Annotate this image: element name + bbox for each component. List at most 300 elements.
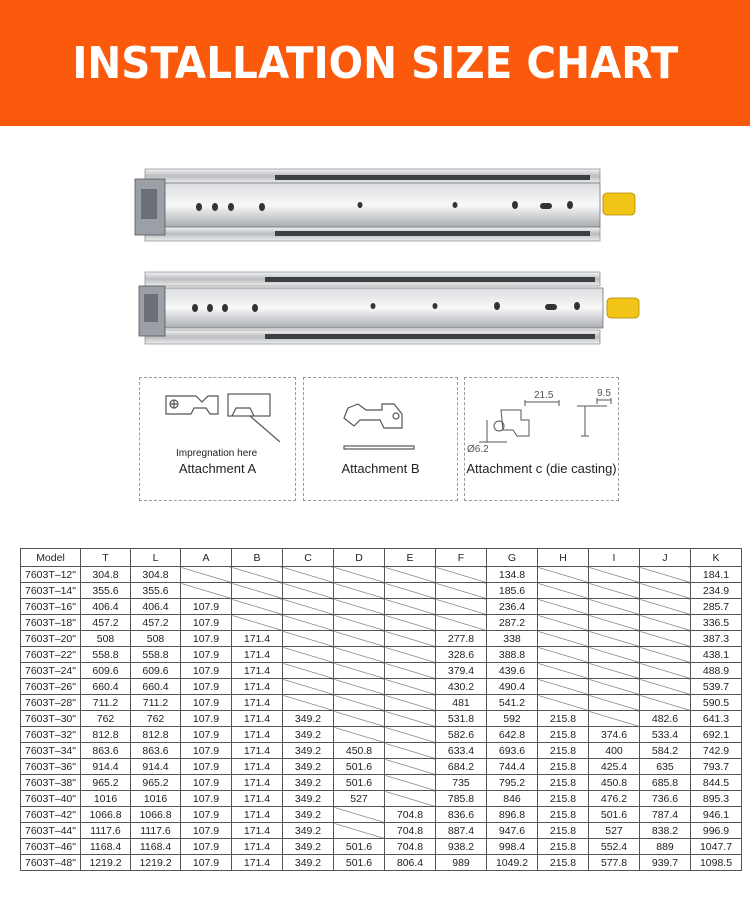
- value-cell: 889: [640, 839, 691, 855]
- attachment-a-label: Attachment A: [178, 461, 257, 476]
- value-cell: 762: [131, 711, 181, 727]
- value-cell: 107.9: [181, 599, 232, 615]
- impregnation-note: Impregnation here: [176, 448, 258, 459]
- empty-cell: [385, 567, 436, 583]
- empty-cell: [538, 599, 589, 615]
- empty-cell: [334, 567, 385, 583]
- value-cell: 609.6: [131, 663, 181, 679]
- empty-cell: [385, 679, 436, 695]
- value-cell: 387.3: [691, 631, 742, 647]
- value-cell: 704.8: [385, 839, 436, 855]
- model-cell: 7603T–30": [21, 711, 81, 727]
- value-cell: 895.3: [691, 791, 742, 807]
- value-cell: 642.8: [487, 727, 538, 743]
- value-cell: 349.2: [283, 807, 334, 823]
- model-cell: 7603T–18": [21, 615, 81, 631]
- value-cell: 552.4: [589, 839, 640, 855]
- value-cell: 1117.6: [81, 823, 131, 839]
- value-cell: 704.8: [385, 823, 436, 839]
- value-cell: 171.4: [232, 711, 283, 727]
- dim-9-5: 9.5: [597, 388, 611, 399]
- value-cell: 184.1: [691, 567, 742, 583]
- empty-cell: [181, 567, 232, 583]
- value-cell: 787.4: [640, 807, 691, 823]
- value-cell: 457.2: [81, 615, 131, 631]
- value-cell: 501.6: [334, 759, 385, 775]
- empty-cell: [640, 647, 691, 663]
- empty-cell: [232, 567, 283, 583]
- value-cell: 863.6: [81, 743, 131, 759]
- value-cell: 328.6: [436, 647, 487, 663]
- empty-cell: [283, 695, 334, 711]
- value-cell: 171.4: [232, 855, 283, 871]
- value-cell: 107.9: [181, 823, 232, 839]
- empty-cell: [334, 679, 385, 695]
- value-cell: 795.2: [487, 775, 538, 791]
- value-cell: 107.9: [181, 663, 232, 679]
- value-cell: 711.2: [131, 695, 181, 711]
- model-cell: 7603T–34": [21, 743, 81, 759]
- value-cell: 863.6: [131, 743, 181, 759]
- table-row: [21, 711, 742, 727]
- table-row: [21, 743, 742, 759]
- value-cell: 107.9: [181, 791, 232, 807]
- value-cell: 388.8: [487, 647, 538, 663]
- value-cell: 785.8: [436, 791, 487, 807]
- attachment-b-label: Attachment B: [341, 461, 420, 476]
- value-cell: 406.4: [131, 599, 181, 615]
- value-cell: 1219.2: [131, 855, 181, 871]
- empty-cell: [334, 823, 385, 839]
- value-cell: 577.8: [589, 855, 640, 871]
- table-row: [21, 583, 742, 599]
- value-cell: 215.8: [538, 743, 589, 759]
- value-cell: 349.2: [283, 711, 334, 727]
- empty-cell: [589, 631, 640, 647]
- value-cell: 355.6: [131, 583, 181, 599]
- empty-cell: [589, 679, 640, 695]
- value-cell: 1066.8: [131, 807, 181, 823]
- empty-cell: [385, 775, 436, 791]
- column-header-a: A: [181, 549, 232, 567]
- empty-cell: [640, 567, 691, 583]
- attachment-c-label: Attachment c (die casting): [466, 461, 617, 476]
- empty-cell: [334, 615, 385, 631]
- value-cell: 215.8: [538, 855, 589, 871]
- empty-cell: [538, 631, 589, 647]
- value-cell: 590.5: [691, 695, 742, 711]
- value-cell: 844.5: [691, 775, 742, 791]
- model-cell: 7603T–38": [21, 775, 81, 791]
- value-cell: 1168.4: [131, 839, 181, 855]
- column-header-g: G: [487, 549, 538, 567]
- table-row: [21, 567, 742, 583]
- attachment-c-box: [464, 377, 619, 501]
- empty-cell: [436, 583, 487, 599]
- value-cell: 914.4: [81, 759, 131, 775]
- value-cell: 635: [640, 759, 691, 775]
- model-cell: 7603T–16": [21, 599, 81, 615]
- empty-cell: [283, 679, 334, 695]
- empty-cell: [538, 647, 589, 663]
- value-cell: 304.8: [81, 567, 131, 583]
- value-cell: 501.6: [334, 775, 385, 791]
- value-cell: 812.8: [81, 727, 131, 743]
- value-cell: 107.9: [181, 759, 232, 775]
- model-cell: 7603T–42": [21, 807, 81, 823]
- column-header-d: D: [334, 549, 385, 567]
- value-cell: 1117.6: [131, 823, 181, 839]
- size-chart-table: [20, 548, 742, 871]
- empty-cell: [283, 599, 334, 615]
- value-cell: 1168.4: [81, 839, 131, 855]
- empty-cell: [589, 663, 640, 679]
- empty-cell: [334, 807, 385, 823]
- value-cell: 379.4: [436, 663, 487, 679]
- empty-cell: [283, 663, 334, 679]
- column-header-e: E: [385, 549, 436, 567]
- table-row: [21, 615, 742, 631]
- empty-cell: [385, 599, 436, 615]
- empty-cell: [181, 583, 232, 599]
- model-cell: 7603T–12": [21, 567, 81, 583]
- value-cell: 349.2: [283, 839, 334, 855]
- value-cell: 285.7: [691, 599, 742, 615]
- value-cell: 450.8: [589, 775, 640, 791]
- value-cell: 989: [436, 855, 487, 871]
- value-cell: 539.7: [691, 679, 742, 695]
- empty-cell: [640, 631, 691, 647]
- value-cell: 633.4: [436, 743, 487, 759]
- empty-cell: [538, 695, 589, 711]
- empty-cell: [640, 615, 691, 631]
- table-row: [21, 823, 742, 839]
- table-row: [21, 759, 742, 775]
- value-cell: 996.9: [691, 823, 742, 839]
- value-cell: 481: [436, 695, 487, 711]
- table-row: [21, 647, 742, 663]
- empty-cell: [640, 679, 691, 695]
- empty-cell: [589, 567, 640, 583]
- value-cell: 215.8: [538, 711, 589, 727]
- value-cell: 349.2: [283, 759, 334, 775]
- table-row: [21, 791, 742, 807]
- value-cell: 947.6: [487, 823, 538, 839]
- empty-cell: [334, 631, 385, 647]
- value-cell: 582.6: [436, 727, 487, 743]
- value-cell: 914.4: [131, 759, 181, 775]
- empty-cell: [538, 583, 589, 599]
- value-cell: 609.6: [81, 663, 131, 679]
- table-row: [21, 663, 742, 679]
- value-cell: 793.7: [691, 759, 742, 775]
- value-cell: 355.6: [81, 583, 131, 599]
- value-cell: 171.4: [232, 807, 283, 823]
- value-cell: 107.9: [181, 839, 232, 855]
- value-cell: 107.9: [181, 615, 232, 631]
- value-cell: 965.2: [81, 775, 131, 791]
- value-cell: 439.6: [487, 663, 538, 679]
- value-cell: 349.2: [283, 823, 334, 839]
- value-cell: 527: [334, 791, 385, 807]
- table-row: [21, 839, 742, 855]
- value-cell: 533.4: [640, 727, 691, 743]
- value-cell: 965.2: [131, 775, 181, 791]
- value-cell: 736.6: [640, 791, 691, 807]
- value-cell: 508: [131, 631, 181, 647]
- table-row: [21, 679, 742, 695]
- value-cell: 1098.5: [691, 855, 742, 871]
- empty-cell: [589, 695, 640, 711]
- column-header-h: H: [538, 549, 589, 567]
- empty-cell: [385, 759, 436, 775]
- empty-cell: [283, 615, 334, 631]
- empty-cell: [385, 711, 436, 727]
- empty-cell: [334, 727, 385, 743]
- value-cell: 693.6: [487, 743, 538, 759]
- value-cell: 457.2: [131, 615, 181, 631]
- empty-cell: [385, 583, 436, 599]
- empty-cell: [640, 663, 691, 679]
- attachment-b-box: [303, 377, 458, 501]
- table-row: [21, 727, 742, 743]
- value-cell: 171.4: [232, 743, 283, 759]
- value-cell: 107.9: [181, 711, 232, 727]
- value-cell: 762: [81, 711, 131, 727]
- empty-cell: [385, 791, 436, 807]
- value-cell: 349.2: [283, 775, 334, 791]
- value-cell: 171.4: [232, 759, 283, 775]
- dim-21-5: 21.5: [534, 390, 554, 401]
- value-cell: 558.8: [131, 647, 181, 663]
- table-header-row: [21, 549, 742, 567]
- empty-cell: [334, 695, 385, 711]
- value-cell: 171.4: [232, 647, 283, 663]
- value-cell: 430.2: [436, 679, 487, 695]
- empty-cell: [640, 583, 691, 599]
- value-cell: 349.2: [283, 855, 334, 871]
- value-cell: 215.8: [538, 823, 589, 839]
- empty-cell: [334, 599, 385, 615]
- model-cell: 7603T–14": [21, 583, 81, 599]
- empty-cell: [334, 663, 385, 679]
- empty-cell: [385, 727, 436, 743]
- empty-cell: [385, 615, 436, 631]
- value-cell: 684.2: [436, 759, 487, 775]
- value-cell: 660.4: [81, 679, 131, 695]
- empty-cell: [640, 695, 691, 711]
- value-cell: 107.9: [181, 727, 232, 743]
- empty-cell: [538, 663, 589, 679]
- drawer-slide-image-top: [125, 165, 645, 247]
- value-cell: 584.2: [640, 743, 691, 759]
- value-cell: 1219.2: [81, 855, 131, 871]
- value-cell: 171.4: [232, 679, 283, 695]
- value-cell: 938.2: [436, 839, 487, 855]
- value-cell: 685.8: [640, 775, 691, 791]
- value-cell: 215.8: [538, 727, 589, 743]
- value-cell: 406.4: [81, 599, 131, 615]
- empty-cell: [640, 599, 691, 615]
- value-cell: 107.9: [181, 679, 232, 695]
- value-cell: 425.4: [589, 759, 640, 775]
- empty-cell: [385, 663, 436, 679]
- table-row: [21, 631, 742, 647]
- value-cell: 508: [81, 631, 131, 647]
- empty-cell: [589, 583, 640, 599]
- value-cell: 501.6: [589, 807, 640, 823]
- model-cell: 7603T–36": [21, 759, 81, 775]
- value-cell: 171.4: [232, 839, 283, 855]
- column-header-f: F: [436, 549, 487, 567]
- value-cell: 374.6: [589, 727, 640, 743]
- column-header-i: I: [589, 549, 640, 567]
- value-cell: 846: [487, 791, 538, 807]
- value-cell: 838.2: [640, 823, 691, 839]
- value-cell: 171.4: [232, 727, 283, 743]
- value-cell: 336.5: [691, 615, 742, 631]
- value-cell: 215.8: [538, 791, 589, 807]
- dim-6-2: Ø6.2: [467, 444, 489, 455]
- value-cell: 1047.7: [691, 839, 742, 855]
- value-cell: 338: [487, 631, 538, 647]
- empty-cell: [334, 711, 385, 727]
- value-cell: 531.8: [436, 711, 487, 727]
- value-cell: 349.2: [283, 743, 334, 759]
- value-cell: 234.9: [691, 583, 742, 599]
- value-cell: 171.4: [232, 695, 283, 711]
- value-cell: 742.9: [691, 743, 742, 759]
- empty-cell: [589, 711, 640, 727]
- model-cell: 7603T–26": [21, 679, 81, 695]
- empty-cell: [283, 583, 334, 599]
- empty-cell: [232, 599, 283, 615]
- value-cell: 107.9: [181, 855, 232, 871]
- model-cell: 7603T–24": [21, 663, 81, 679]
- column-header-model: Model: [21, 549, 81, 567]
- empty-cell: [538, 615, 589, 631]
- empty-cell: [232, 615, 283, 631]
- empty-cell: [436, 615, 487, 631]
- column-header-l: L: [131, 549, 181, 567]
- value-cell: 744.4: [487, 759, 538, 775]
- empty-cell: [283, 647, 334, 663]
- value-cell: 887.4: [436, 823, 487, 839]
- value-cell: 812.8: [131, 727, 181, 743]
- drawer-slide-image-bottom: [125, 268, 645, 350]
- column-header-t: T: [81, 549, 131, 567]
- model-cell: 7603T–44": [21, 823, 81, 839]
- value-cell: 1066.8: [81, 807, 131, 823]
- empty-cell: [385, 695, 436, 711]
- value-cell: 501.6: [334, 855, 385, 871]
- empty-cell: [589, 599, 640, 615]
- value-cell: 939.7: [640, 855, 691, 871]
- empty-cell: [334, 583, 385, 599]
- value-cell: 438.1: [691, 647, 742, 663]
- value-cell: 998.4: [487, 839, 538, 855]
- model-cell: 7603T–22": [21, 647, 81, 663]
- value-cell: 1016: [131, 791, 181, 807]
- empty-cell: [385, 647, 436, 663]
- value-cell: 896.8: [487, 807, 538, 823]
- value-cell: 185.6: [487, 583, 538, 599]
- table-row: [21, 807, 742, 823]
- value-cell: 349.2: [283, 727, 334, 743]
- value-cell: 836.6: [436, 807, 487, 823]
- value-cell: 476.2: [589, 791, 640, 807]
- value-cell: 482.6: [640, 711, 691, 727]
- value-cell: 1049.2: [487, 855, 538, 871]
- value-cell: 527: [589, 823, 640, 839]
- value-cell: 711.2: [81, 695, 131, 711]
- column-header-j: J: [640, 549, 691, 567]
- value-cell: 171.4: [232, 791, 283, 807]
- value-cell: 215.8: [538, 759, 589, 775]
- empty-cell: [589, 647, 640, 663]
- value-cell: 490.4: [487, 679, 538, 695]
- value-cell: 107.9: [181, 647, 232, 663]
- value-cell: 704.8: [385, 807, 436, 823]
- column-header-b: B: [232, 549, 283, 567]
- value-cell: 349.2: [283, 791, 334, 807]
- empty-cell: [385, 743, 436, 759]
- page-title: INSTALLATION SIZE CHART: [72, 37, 678, 89]
- value-cell: 134.8: [487, 567, 538, 583]
- column-header-c: C: [283, 549, 334, 567]
- value-cell: 107.9: [181, 695, 232, 711]
- model-cell: 7603T–40": [21, 791, 81, 807]
- value-cell: 107.9: [181, 807, 232, 823]
- value-cell: 541.2: [487, 695, 538, 711]
- empty-cell: [538, 679, 589, 695]
- value-cell: 171.4: [232, 775, 283, 791]
- value-cell: 1016: [81, 791, 131, 807]
- table-row: [21, 695, 742, 711]
- value-cell: 660.4: [131, 679, 181, 695]
- value-cell: 400: [589, 743, 640, 759]
- value-cell: 107.9: [181, 631, 232, 647]
- empty-cell: [232, 583, 283, 599]
- value-cell: 107.9: [181, 775, 232, 791]
- model-cell: 7603T–48": [21, 855, 81, 871]
- empty-cell: [538, 567, 589, 583]
- value-cell: 287.2: [487, 615, 538, 631]
- table-row: [21, 775, 742, 791]
- title-banner: [0, 0, 750, 126]
- model-cell: 7603T–28": [21, 695, 81, 711]
- empty-cell: [436, 599, 487, 615]
- value-cell: 735: [436, 775, 487, 791]
- table-row: [21, 599, 742, 615]
- table-row: [21, 855, 742, 871]
- attachment-a-box: [139, 377, 296, 501]
- empty-cell: [334, 647, 385, 663]
- value-cell: 946.1: [691, 807, 742, 823]
- value-cell: 171.4: [232, 823, 283, 839]
- value-cell: 277.8: [436, 631, 487, 647]
- value-cell: 215.8: [538, 839, 589, 855]
- empty-cell: [589, 615, 640, 631]
- value-cell: 592: [487, 711, 538, 727]
- value-cell: 488.9: [691, 663, 742, 679]
- value-cell: 806.4: [385, 855, 436, 871]
- empty-cell: [436, 567, 487, 583]
- value-cell: 215.8: [538, 775, 589, 791]
- value-cell: 558.8: [81, 647, 131, 663]
- value-cell: 171.4: [232, 663, 283, 679]
- value-cell: 236.4: [487, 599, 538, 615]
